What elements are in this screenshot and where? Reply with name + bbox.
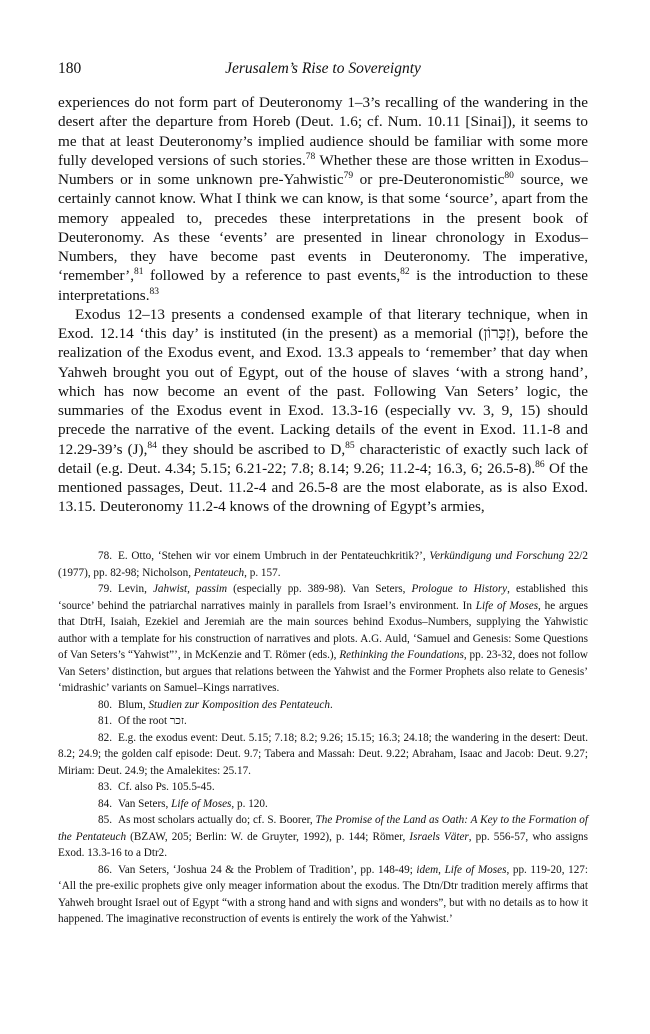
footnote-85 (58, 812, 588, 862)
footnote-86 (58, 862, 588, 928)
text-run: , (438, 863, 445, 876)
italic-title: The Promise of the Land as Oath: A Key to the Formation of the Pentateuch (58, 814, 588, 843)
footnote-number: 79. (98, 583, 112, 595)
main-text (58, 93, 588, 517)
text-run: Blum, (117, 698, 149, 711)
footnote-number: 78. (98, 550, 112, 562)
italic-title: Prologue to History (411, 583, 508, 595)
text-run: As most scholars actually do; cf. S. Boorer, (117, 814, 316, 826)
footnote-ref: 79 (343, 170, 354, 181)
italic-title: Life of Moses (444, 863, 507, 876)
footnote-84 (58, 796, 588, 813)
running-title: Jerusalem’s Rise to Sovereignty (225, 60, 421, 77)
text-run: or pre-Deuteronomistic (353, 171, 505, 188)
italic-title: Israels Väter (409, 830, 469, 843)
text-run: , pp. 556-57, who assigns Exod. 13.3-16 to a Dtr2. (58, 830, 588, 859)
text-run: Van Seters, ‘Joshua 24 & the Problem of Tradition’, pp. 148-49; (117, 863, 417, 876)
text-run: experiences do not form part of Deuteronomy 1–3’s recalling of the wandering in the desert after the departure from Horeb (Deut. 1.6; cf. Num. 10.11 [Sinai]), it seems to me that at least Deuteronomy’s implied audience should be familiar with some more fully developed versions of such stories. (58, 94, 588, 169)
italic-title: idem (416, 863, 439, 876)
text-run: ), before the realization of the Exodus event, and Exod. 13.3 appeals to ‘remember’ that day when Yahweh brought you out of Egypt, out of the house of slaves ‘with a strong hand’, which has now become an event of the past. Following Van Seters’ logic, the summaries of the Exodus event in Exod. 13.3-16 (especially vv. 3, 9, 15) should precede the narrative of the event. Lacking details of the event in Exod. 11.1-8 and 12.29-39’s (J), (58, 325, 588, 458)
italic-title: Studien zur Komposition des Pentateuch (148, 698, 330, 711)
footnote-80 (58, 697, 588, 714)
footnote-82 (58, 730, 588, 780)
page-number: 180 (58, 60, 82, 77)
footnote-number: 85. (98, 814, 112, 826)
text-run: , he argues that DtrH, Isaiah, Ezekiel and Jeremiah are the main sources behind Exodus–Numbers, supplying the Yahwistic author with a template for his construction of narratives and plots. A.G. Auld, ‘Samuel and Genesis: Some Questions of Van Seters’s “Yahwist”’, in McKenzie and T. Römer (eds.), (58, 599, 588, 661)
text-run: 22/2 (1977), pp. 82-98; Nicholson, (58, 550, 589, 579)
italic-title: Verkündigung und Forschung (429, 550, 565, 562)
hebrew-root: זכר (169, 714, 184, 727)
footnote-ref: 78 (305, 151, 316, 162)
text-run: Levin, (117, 583, 153, 595)
italic-title: Rethinking the Foundations (339, 649, 464, 661)
text-run: E.g. the exodus event: Deut. 5.15; 7.18; 8.2; 9.26; 15.15; 16.3; 24.18; the wandering in the desert: Deut. 8.2; 24.9; the golden calf episode: Deut. 9.7; Tabera and Massah: Deut. 9.22; Abraham, Isaac and Jacob: Deut. 9.27; Miriam: Deut. 24.9; the Amalekites: 25.17. (58, 731, 588, 777)
footnote-number: 80. (98, 698, 112, 711)
text-run: Of the root (117, 715, 170, 727)
footnote-number: 81. (98, 715, 112, 727)
text-run: Van Seters, (117, 797, 172, 810)
footnote-78 (58, 548, 588, 581)
text-run: , p. 120. (231, 797, 268, 810)
footnote-ref: 86 (535, 459, 545, 470)
text-run: . (183, 715, 187, 727)
footnote-ref: 81 (134, 267, 144, 278)
text-run: characteristic of exactly such lack of detail (e.g. Deut. 4.34; 5.15; 6.21-22; 7.8; 8.14; 9.26; 11.2-4; 16.3, 6; 26.5-8). (58, 440, 588, 477)
footnote-number: 86. (98, 863, 112, 876)
text-run: they should be ascribed to D, (156, 440, 346, 458)
footnote-ref: 82 (400, 267, 410, 278)
paragraph (58, 93, 588, 305)
text-run: is the introduction to these interpretations. (58, 267, 588, 304)
italic-title: Jahwist, passim (152, 583, 228, 595)
italic-title: Life of Moses (171, 797, 232, 810)
text-run: Of the mentioned passages, Deut. 11.2-4 and 26.5-8 are the most elaborate, as is also Exod. 13.15. Deuteronomy 11.2-4 knows of the drowning of Egypt’s armies, (58, 459, 588, 516)
footnote-number: 82. (98, 731, 112, 744)
italic-title: Pentateuch (193, 566, 245, 579)
paragraph (58, 305, 588, 517)
footnotes (58, 548, 588, 928)
text-run: , p. 157. (244, 566, 281, 579)
footnote-ref: 80 (504, 170, 514, 181)
footnote-ref: 83 (149, 286, 160, 297)
text-run: Exodus 12–13 presents a condensed example of that literary technique, when in Exod. 12.14 ‘this day’ is instituted (in the present) as a memorial ( (58, 305, 588, 342)
page-header (58, 60, 588, 84)
text-run: (especially pp. 389-98). Van Seters, (227, 583, 412, 595)
footnote-81 (58, 713, 588, 730)
footnote-number: 83. (98, 781, 112, 793)
footnote-number: 84. (98, 797, 112, 810)
footnote-79 (58, 581, 588, 697)
text-run: followed by a reference to past events, (143, 267, 401, 285)
text-run: (BZAW, 205; Berlin: W. de Gruyter, 1992), p. 144; Römer, (126, 830, 410, 843)
text-run: , established this ‘source’ behind the patriarchal narratives mainly in parallels from Israel’s environment. In (58, 583, 588, 612)
footnote-83 (58, 779, 588, 796)
text-run: E. Otto, ‘Stehen wir vor einem Umbruch in der Pentateuchkritik?’, (117, 550, 430, 562)
text-run: , pp. 23-32, does not follow Van Seters’ distinction, but argues that relations between the Yahwist and the Former Prophets also relate to Genesis’ ‘midrashic’ variants on Samuel–Kings narratives. (58, 649, 588, 694)
italic-title: Life of Moses (475, 599, 539, 612)
footnote-ref: 84 (147, 440, 157, 451)
footnote-ref: 85 (345, 440, 355, 451)
text-run: Whether these are those written in Exodus–Numbers or in some unknown pre-Yahwistic (58, 151, 588, 188)
text-run: . (329, 698, 333, 711)
text-run: source, we certainly cannot know. What I think we can know, is that some ‘source’, apart from the memory appealed to, precedes these interpretations in the present book of Deuteronomy. As these ‘events’ are presented in linear chronology in Exodus–Numbers, they have become past events in Deuteronomy. The imperative, ‘remember’, (58, 171, 588, 285)
hebrew-word: זִכָּרוֹן (483, 324, 511, 342)
text-run: , pp. 119-20, 127: ‘All the pre-exilic prophets give only meager information about the exodus. The Dtn/Dtr tradition merely affirms that Yahweh brought Israel out of Egypt “with a strong hand and with signs and wonders”, but with no details as to how it happened. The imaginative reconstruction of events is entirely the work of the Yahwist.’ (58, 863, 588, 925)
text-run: Cf. also Ps. 105.5-45. (117, 781, 215, 793)
